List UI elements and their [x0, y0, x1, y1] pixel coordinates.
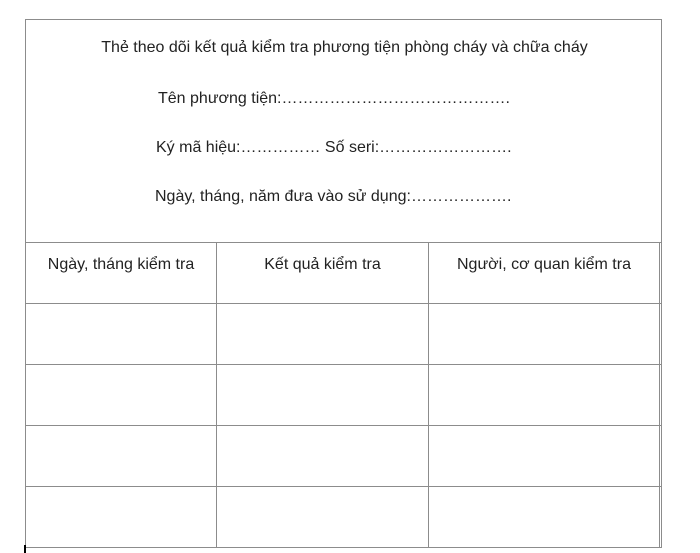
table-column-border [428, 242, 429, 548]
table-header-border [26, 303, 661, 304]
table-column-border [216, 242, 217, 548]
table-row-border [26, 486, 661, 487]
header-inspection-result: Kết quả kiểm tra [264, 256, 381, 273]
header-inspector: Người, cơ quan kiểm tra [457, 256, 631, 273]
field-equipment-name: Tên phương tiện:……………………………………. [158, 90, 510, 107]
field-code-serial: Ký mã hiệu:…………… Số seri:……………………. [156, 139, 512, 156]
inspection-table [26, 242, 661, 548]
table-row-border [26, 364, 661, 365]
field-date-in-use: Ngày, tháng, năm đưa vào sử dụng:………………. [155, 188, 512, 205]
table-row-border [26, 425, 661, 426]
inspection-card [25, 19, 662, 548]
header-inspection-date: Ngày, tháng kiểm tra [47, 256, 195, 273]
table-column-border [659, 242, 660, 548]
table-top-border [26, 242, 661, 243]
text-cursor [24, 545, 26, 553]
card-title: Thẻ theo dõi kết quả kiểm tra phương tiện phòng cháy và chữa cháy [101, 39, 588, 56]
